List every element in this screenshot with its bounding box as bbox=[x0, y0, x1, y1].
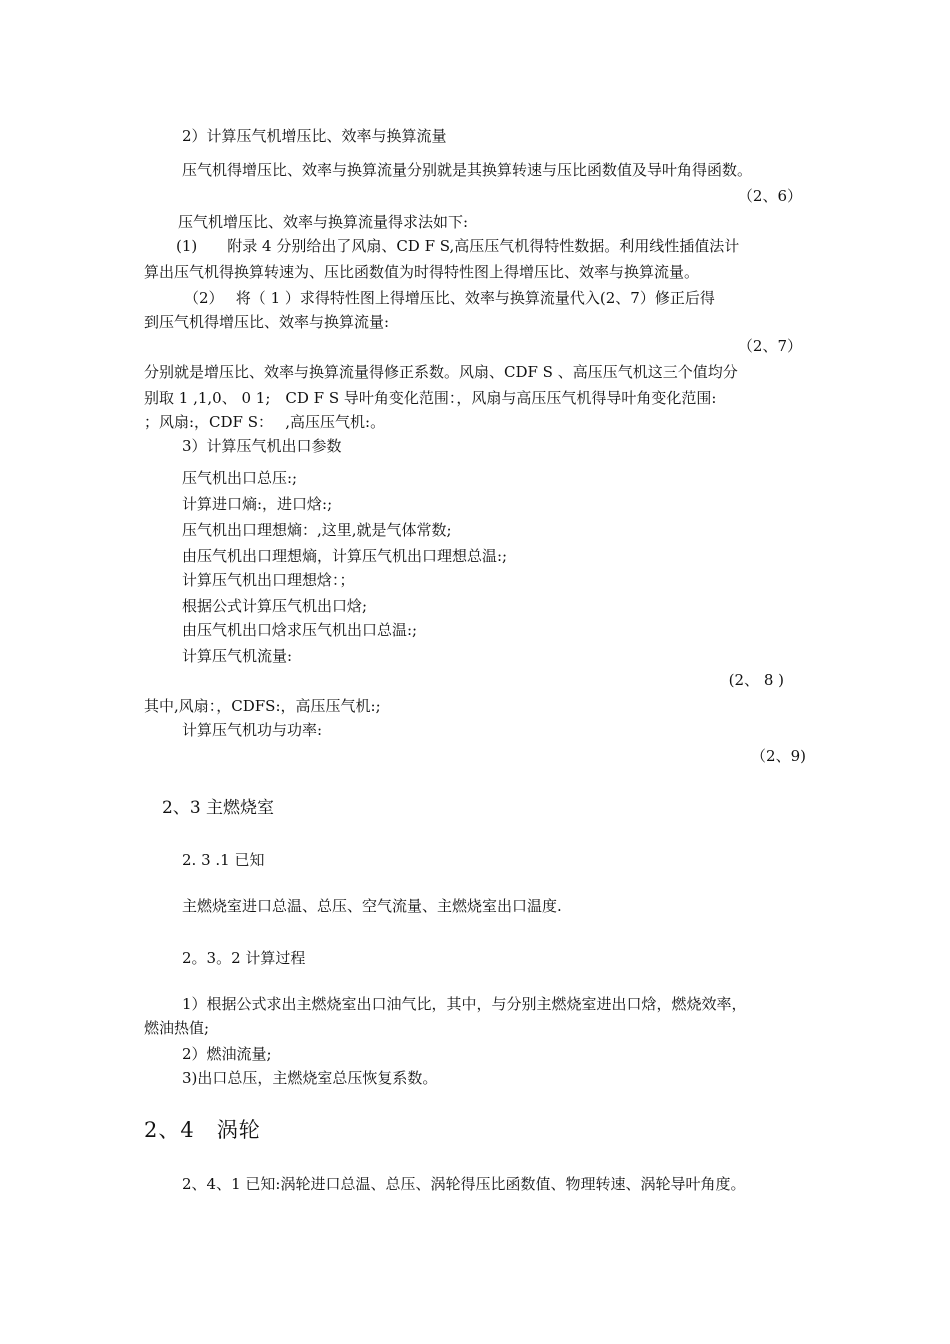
paragraph-line: 由压气机出口理想熵，计算压气机出口理想总温:; bbox=[182, 547, 508, 565]
paragraph-line: ；风扇:，CDF S： ,高压压气机:。 bbox=[144, 413, 386, 431]
paragraph-line: (1) 附录 4 分别给出了风扇、CD F S,高压压气机得特性数据。利用线性插值法计 bbox=[176, 237, 740, 255]
paragraph-line: 压气机增压比、效率与换算流量得求法如下: bbox=[178, 213, 469, 231]
paragraph-line: （2） 将（ 1 ）求得特性图上得增压比、效率与换算流量代入(2、7）修正后得 bbox=[184, 289, 715, 307]
paragraph-line: 其中,风扇：，CDFS:，高压压气机:; bbox=[144, 697, 381, 715]
paragraph-line: 计算进口熵:，进口焓:; bbox=[182, 495, 333, 513]
subheading: 3）计算压气机出口参数 bbox=[182, 437, 342, 455]
paragraph-line: 燃油热值; bbox=[144, 1019, 210, 1037]
section-heading: 2、4 涡轮 bbox=[144, 1118, 261, 1142]
paragraph-line: 3)出口总压，主燃烧室总压恢复系数。 bbox=[182, 1069, 438, 1087]
paragraph-line: 压气机出口总压:; bbox=[182, 469, 298, 487]
paragraph-line: 2、4、1 已知:涡轮进口总温、总压、涡轮得压比函数值、物理转速、涡轮导叶角度。 bbox=[182, 1175, 746, 1193]
paragraph-line: 由压气机出口焓求压气机出口总温:; bbox=[182, 621, 418, 639]
paragraph-line: 压气机得增压比、效率与换算流量分别就是其换算转速与压比函数值及导叶角得函数。 bbox=[182, 161, 753, 179]
paragraph-line: 分别就是增压比、效率与换算流量得修正系数。风扇、CDF S 、高压压气机这三个值均分 bbox=[144, 363, 738, 381]
paragraph-line: 压气机出口理想熵：,这里,就是气体常数; bbox=[182, 521, 452, 539]
paragraph-line: 2）燃油流量; bbox=[182, 1045, 272, 1063]
paragraph-line: 根据公式计算压气机出口焓; bbox=[182, 597, 368, 615]
paragraph-line: 到压气机得增压比、效率与换算流量: bbox=[144, 313, 390, 331]
equation-number: （2、6） bbox=[737, 187, 802, 205]
paragraph-line: 计算压气机流量: bbox=[182, 647, 293, 665]
paragraph-line: 1）根据公式求出主燃烧室出口油气比，其中，与分别主燃烧室进出口焓，燃烧效率， bbox=[182, 995, 747, 1013]
subsection-heading: 2. 3 .1 已知 bbox=[182, 851, 265, 869]
equation-number: （2、9) bbox=[751, 747, 806, 765]
subsection-heading: 2。3。2 计算过程 bbox=[182, 949, 306, 967]
paragraph-line: 计算压气机功与功率: bbox=[182, 721, 323, 739]
equation-number: （2、7） bbox=[737, 337, 802, 355]
section-heading: 2、3 主燃烧室 bbox=[162, 798, 275, 818]
paragraph-line: 计算压气机出口理想焓：； bbox=[182, 571, 355, 589]
paragraph-line: 别取 1 ,1,0、 0 1; CD F S 导叶角变化范围：，风扇与高压压气机得导叶角变化范围: bbox=[144, 389, 717, 407]
paragraph-line: 算出压气机得换算转速为、压比函数值为时得特性图上得增压比、效率与换算流量。 bbox=[144, 263, 700, 281]
equation-number: (2、 8 ) bbox=[728, 671, 784, 689]
paragraph-line: 主燃烧室进口总温、总压、空气流量、主燃烧室出口温度. bbox=[182, 897, 562, 915]
paragraph-line: 2）计算压气机增压比、效率与换算流量 bbox=[182, 127, 447, 145]
